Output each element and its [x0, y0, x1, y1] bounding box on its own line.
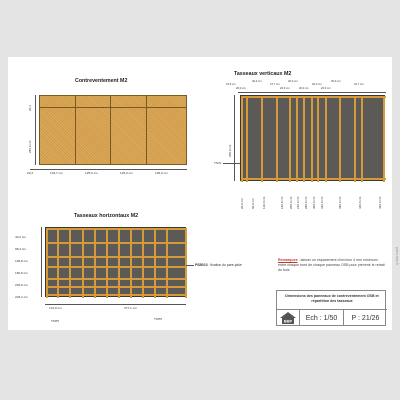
spacing-label: 15,6 cm [226, 83, 236, 86]
remarks [278, 258, 386, 273]
vertical-batten [118, 228, 120, 298]
width-label: 377,1 cm [124, 306, 137, 310]
side-watermark: plans-bbp.fr [395, 247, 399, 265]
tasseaux-horizontaux-title: Tasseaux horizontaux M2 [74, 213, 139, 219]
batten-ref: TSH5 [154, 317, 162, 321]
scale: Ech : 1/50 [299, 309, 343, 326]
horizontal-battens-panel [45, 227, 186, 297]
height-label: 203,2 cm [15, 295, 28, 299]
vertical-batten [303, 96, 305, 182]
leader-line [223, 163, 240, 164]
vertical-batten [325, 96, 327, 182]
vertical-batten [69, 228, 71, 298]
vertical-batten [354, 96, 356, 182]
width-label: 131,8 cm [49, 306, 62, 310]
spacing-label: 40,0 cm [299, 87, 309, 90]
spacing-label: 20,0 cm [331, 80, 341, 83]
batten-ref: TSV1 [214, 161, 222, 165]
position-label: 440,0 cm [358, 196, 362, 209]
vertical-batten [311, 96, 313, 182]
logo-text: BBP [283, 318, 293, 324]
callout-description: : fixation du pare-pluie [207, 263, 242, 267]
callout-ref: PSB013 [195, 263, 208, 267]
height-label: 98,4 cm [15, 247, 27, 251]
vertical-battens-panel [240, 95, 385, 181]
height-dimension-line [234, 95, 235, 181]
position-label: 180,0 cm [280, 196, 284, 209]
spacing-label: 42,7 cm [354, 83, 364, 86]
callout-text [195, 263, 242, 267]
panel-divider [146, 96, 147, 164]
vertical-batten [296, 96, 298, 182]
batten-ref: TSH5 [51, 319, 59, 323]
height-dimension-line [35, 95, 36, 165]
height-label: 40,2 cm [15, 235, 27, 239]
title-block-title: Dimensions des panneaux de contreventement OSB et répartition des tasseaux [285, 294, 379, 303]
house-logo-icon [279, 311, 297, 325]
panel-divider [110, 96, 111, 164]
height-label: 150,8 cm [15, 271, 28, 275]
remarks-text: : laisser un espacement d'environ 4 mm minimum entre chaque bord de chaque panneau OSB pour prévenir le retrait du bois [278, 258, 385, 273]
callout-leader [186, 265, 194, 266]
width-label: 125,0 cm [85, 171, 98, 175]
vertical-batten [241, 96, 243, 182]
vertical-batten [154, 228, 156, 298]
position-label: 60,0 cm [251, 198, 255, 209]
position-label: 200,0 cm [289, 196, 293, 209]
vertical-batten [57, 228, 59, 298]
spacing-label: 40,0 cm [252, 80, 262, 83]
width-label: 20,3 [27, 171, 34, 175]
height-label-top: 20,3 [28, 105, 32, 111]
vertical-batten [276, 96, 278, 182]
left-dimension-line [41, 227, 42, 297]
height-label: 148,8 cm [15, 259, 28, 263]
spacing-label: 20,0 cm [288, 80, 298, 83]
bottom-dimension-line [45, 304, 186, 305]
vertical-batten [106, 228, 108, 298]
panel-row-divider [40, 107, 186, 108]
spacing-label: 20,0 cm [321, 87, 331, 90]
vertical-batten [94, 228, 96, 298]
position-label: 460,0 cm [378, 196, 382, 209]
position-label: 380,0 cm [338, 196, 342, 209]
title-block [276, 290, 386, 326]
vertical-batten [261, 96, 263, 182]
spacing-label: 27,7 cm [270, 83, 280, 86]
panel-divider [75, 96, 76, 164]
vertical-batten [246, 96, 248, 182]
position-label: 280,0 cm [304, 196, 308, 209]
vertical-batten [142, 228, 144, 298]
remarks-label: Remarques [278, 258, 298, 262]
vertical-batten [166, 228, 168, 298]
page-number: P : 21/26 [343, 309, 387, 326]
vertical-batten [317, 96, 319, 182]
vertical-batten [339, 96, 341, 182]
tasseaux-verticaux-title: Tasseaux verticaux M2 [234, 71, 292, 77]
height-label-main: 250,0 cm [28, 140, 32, 153]
vertical-batten [383, 96, 385, 182]
vertical-batten [361, 96, 363, 182]
position-label: 20,0 cm [240, 198, 244, 209]
position-label: 320,0 cm [320, 196, 324, 209]
position-label: 240,0 cm [296, 196, 300, 209]
height-label: 200,8 cm [15, 283, 28, 287]
spacing-label: 20,0 cm [236, 87, 246, 90]
height-label: 250,0 cm [228, 144, 232, 157]
contreventement-title: Contreventement M2 [75, 78, 128, 84]
position-label: 300,0 cm [312, 196, 316, 209]
position-label: 120,0 cm [262, 196, 266, 209]
width-label: 104,7 cm [50, 171, 63, 175]
width-label: 125,0 cm [155, 171, 168, 175]
contreventement-panel [39, 95, 187, 165]
vertical-batten [46, 228, 48, 298]
vertical-batten [82, 228, 84, 298]
width-label: 125,0 cm [120, 171, 133, 175]
vertical-batten [289, 96, 291, 182]
vertical-batten [130, 228, 132, 298]
top-dimension-line [238, 92, 386, 93]
spacing-label: 20,0 cm [280, 87, 290, 90]
spacing-label: 20,0 cm [312, 83, 322, 86]
logo [277, 309, 299, 326]
width-dimension-line [30, 169, 187, 170]
vertical-batten [185, 228, 187, 298]
